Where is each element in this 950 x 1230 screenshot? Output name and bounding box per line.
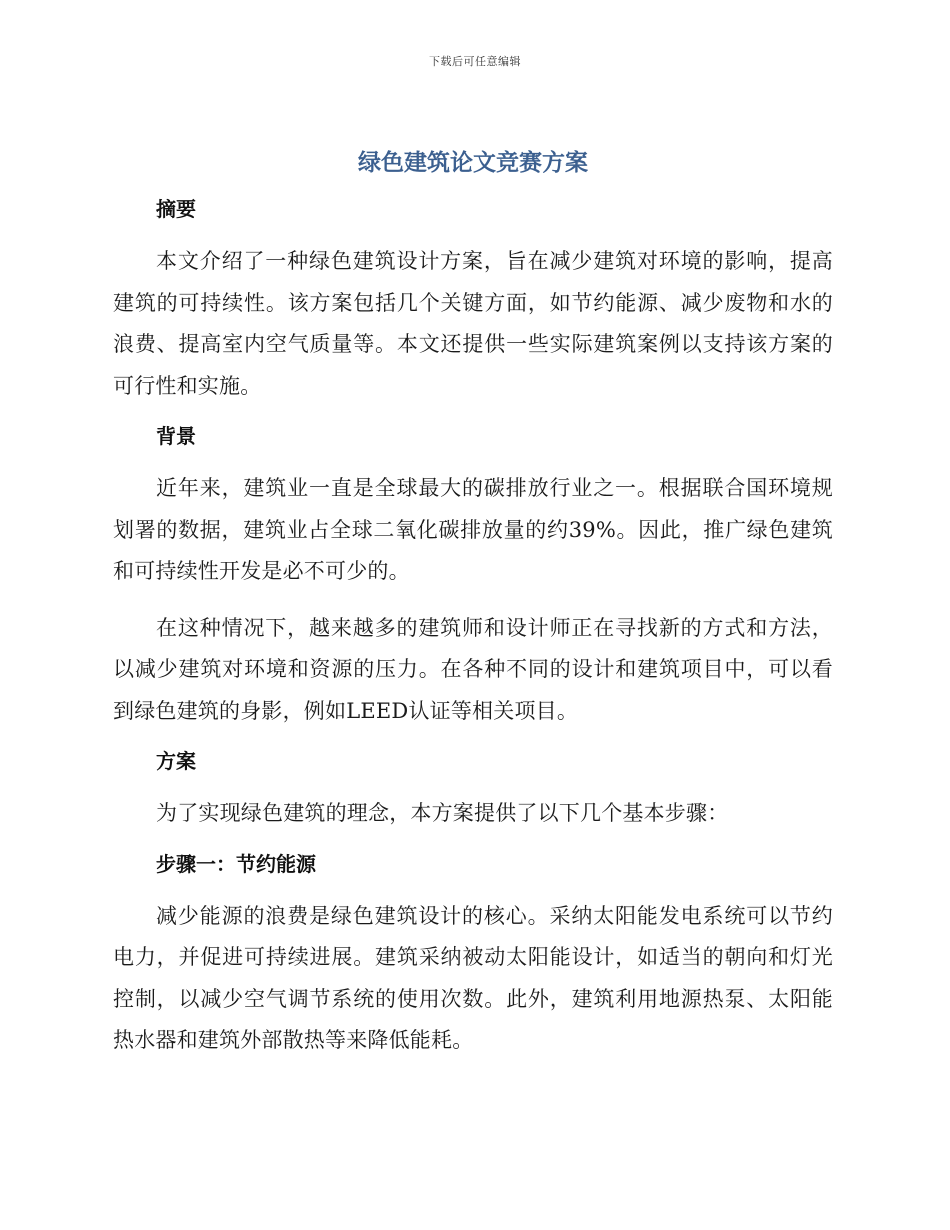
step1-paragraph: 减少能源的浪费是绿色建筑设计的核心。采纳太阳能发电系统可以节约电力，并促进可持续进展。建筑采纳被动太阳能设计，如适当的朝向和灯光控制，以减少空气调节系统的使用次数。此外，建筑利用地源热泵、太阳能热水器和建筑外部散热等来降低能耗。 [113, 903, 833, 1052]
plan-paragraph: 为了实现绿色建筑的理念，本方案提供了以下几个基本步骤： [156, 801, 729, 825]
section-heading-plan: 方案 [156, 749, 196, 773]
document-title: 绿色建筑论文竞赛方案 [358, 150, 588, 176]
section-heading-step1: 步骤一：节约能源 [156, 851, 316, 876]
background-paragraph-2: 在这种情况下，越来越多的建筑师和设计师正在寻找新的方式和方法，以减少建筑对环境和资源的压力。在各种不同的设计和建筑项目中，可以看到绿色建筑的身影，例如LEED认证等相关项目。 [113, 615, 833, 723]
section-heading-background: 背景 [156, 424, 196, 448]
background-paragraph-1: 近年来，建筑业一直是全球最大的碳排放行业之一。根据联合国环境规划署的数据，建筑业占全球二氧化碳排放量的约39%。因此，推广绿色建筑和可持续性开发是必不可少的。 [113, 476, 833, 583]
document-body [113, 145, 833, 1077]
section-heading-abstract: 摘要 [156, 197, 196, 221]
page-header-note: 下载后可任意编辑 [429, 55, 521, 68]
abstract-paragraph: 本文介绍了一种绿色建筑设计方案，旨在减少建筑对环境的影响，提高建筑的可持续性。该方案包括几个关键方面，如节约能源、减少废物和水的浪费、提高室内空气质量等。本文还提供一些实际建筑案例以支持该方案的可行性和实施。 [113, 249, 833, 398]
